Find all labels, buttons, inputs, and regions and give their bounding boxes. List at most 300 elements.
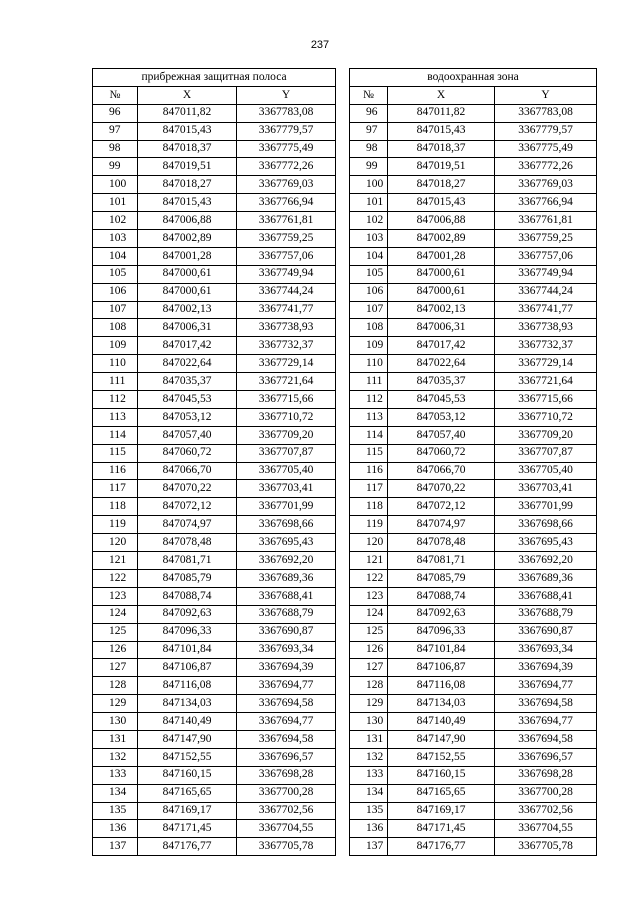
table-gap bbox=[336, 176, 350, 194]
table-row bbox=[93, 498, 597, 516]
right-point-number: 105 bbox=[350, 265, 388, 283]
left-point-number: 106 bbox=[93, 283, 138, 301]
left-point-number: 103 bbox=[93, 230, 138, 248]
table-row bbox=[93, 838, 597, 856]
right-y-value: 3367715,66 bbox=[495, 391, 597, 409]
right-point-number: 112 bbox=[350, 391, 388, 409]
left-point-number: 109 bbox=[93, 337, 138, 355]
left-point-number: 136 bbox=[93, 820, 138, 838]
right-x-value: 847092,63 bbox=[388, 605, 495, 623]
table-gap bbox=[336, 552, 350, 570]
right-y-value: 3367692,20 bbox=[495, 552, 597, 570]
left-y-value: 3367700,28 bbox=[237, 784, 336, 802]
table-row bbox=[93, 230, 597, 248]
left-y-value: 3367696,57 bbox=[237, 748, 336, 766]
table-gap bbox=[336, 480, 350, 498]
right-point-number: 132 bbox=[350, 748, 388, 766]
right-x-value: 847176,77 bbox=[388, 838, 495, 856]
right-x-value: 847085,79 bbox=[388, 569, 495, 587]
right-point-number: 113 bbox=[350, 408, 388, 426]
left-x-value: 847081,71 bbox=[138, 552, 237, 570]
table-row bbox=[93, 140, 597, 158]
left-y-value: 3367693,34 bbox=[237, 641, 336, 659]
right-point-number: 122 bbox=[350, 569, 388, 587]
right-point-number: 134 bbox=[350, 784, 388, 802]
column-header-row bbox=[93, 86, 597, 104]
right-y-value: 3367759,25 bbox=[495, 230, 597, 248]
left-x-value: 847176,77 bbox=[138, 838, 237, 856]
right-y-value: 3367694,77 bbox=[495, 713, 597, 731]
right-point-number: 130 bbox=[350, 713, 388, 731]
left-x-value: 847152,55 bbox=[138, 748, 237, 766]
left-point-number: 124 bbox=[93, 605, 138, 623]
table-row bbox=[93, 677, 597, 695]
left-x-value: 847057,40 bbox=[138, 426, 237, 444]
table-gap bbox=[336, 301, 350, 319]
left-y-value: 3367702,56 bbox=[237, 802, 336, 820]
left-point-number: 129 bbox=[93, 695, 138, 713]
left-point-number: 102 bbox=[93, 212, 138, 230]
right-x-value: 847096,33 bbox=[388, 623, 495, 641]
left-y-value: 3367715,66 bbox=[237, 391, 336, 409]
table-gap bbox=[336, 730, 350, 748]
left-x-value: 847101,84 bbox=[138, 641, 237, 659]
left-point-number: 110 bbox=[93, 355, 138, 373]
right-point-number: 137 bbox=[350, 838, 388, 856]
left-x-value: 847006,31 bbox=[138, 319, 237, 337]
right-y-value: 3367694,58 bbox=[495, 730, 597, 748]
right-y-value: 3367757,06 bbox=[495, 247, 597, 265]
right-y-value: 3367783,08 bbox=[495, 104, 597, 122]
right-y-value: 3367694,58 bbox=[495, 695, 597, 713]
table-row bbox=[93, 212, 597, 230]
left-y-value: 3367772,26 bbox=[237, 158, 336, 176]
right-x-value: 847066,70 bbox=[388, 462, 495, 480]
right-y-value: 3367766,94 bbox=[495, 194, 597, 212]
right-point-number: 133 bbox=[350, 766, 388, 784]
right-x-value: 847019,51 bbox=[388, 158, 495, 176]
right-x-value: 847015,43 bbox=[388, 194, 495, 212]
table-gap bbox=[336, 373, 350, 391]
right-point-number: 101 bbox=[350, 194, 388, 212]
right-y-value: 3367688,79 bbox=[495, 605, 597, 623]
right-x-value: 847101,84 bbox=[388, 641, 495, 659]
left-x-value: 847053,12 bbox=[138, 408, 237, 426]
right-x-value: 847072,12 bbox=[388, 498, 495, 516]
left-point-number: 126 bbox=[93, 641, 138, 659]
right-y-value: 3367696,57 bbox=[495, 748, 597, 766]
left-point-number: 122 bbox=[93, 569, 138, 587]
page-number: 237 bbox=[310, 39, 330, 51]
left-point-number: 135 bbox=[93, 802, 138, 820]
right-point-number: 114 bbox=[350, 426, 388, 444]
table-row bbox=[93, 373, 597, 391]
right-point-number: 136 bbox=[350, 820, 388, 838]
left-y-value: 3367775,49 bbox=[237, 140, 336, 158]
table-gap bbox=[336, 623, 350, 641]
coordinates-table bbox=[92, 68, 597, 856]
left-point-number: 107 bbox=[93, 301, 138, 319]
right-header-number: № bbox=[350, 86, 388, 104]
table-gap bbox=[336, 820, 350, 838]
table-gap bbox=[336, 122, 350, 140]
table-gap bbox=[336, 784, 350, 802]
table-row bbox=[93, 695, 597, 713]
left-point-number: 130 bbox=[93, 713, 138, 731]
table-row bbox=[93, 444, 597, 462]
table-row bbox=[93, 730, 597, 748]
left-x-value: 847116,08 bbox=[138, 677, 237, 695]
left-x-value: 847165,65 bbox=[138, 784, 237, 802]
left-x-value: 847088,74 bbox=[138, 587, 237, 605]
right-y-value: 3367700,28 bbox=[495, 784, 597, 802]
right-point-number: 115 bbox=[350, 444, 388, 462]
left-point-number: 133 bbox=[93, 766, 138, 784]
table-row bbox=[93, 426, 597, 444]
left-y-value: 3367766,94 bbox=[237, 194, 336, 212]
left-x-value: 847171,45 bbox=[138, 820, 237, 838]
right-y-value: 3367689,36 bbox=[495, 569, 597, 587]
table-gap bbox=[336, 140, 350, 158]
table-row bbox=[93, 552, 597, 570]
right-y-value: 3367710,72 bbox=[495, 408, 597, 426]
table-row bbox=[93, 623, 597, 641]
table-row bbox=[93, 355, 597, 373]
left-y-value: 3367690,87 bbox=[237, 623, 336, 641]
table-row bbox=[93, 176, 597, 194]
right-y-value: 3367729,14 bbox=[495, 355, 597, 373]
left-point-number: 114 bbox=[93, 426, 138, 444]
left-point-number: 112 bbox=[93, 391, 138, 409]
right-y-value: 3367741,77 bbox=[495, 301, 597, 319]
left-y-value: 3367705,40 bbox=[237, 462, 336, 480]
table-gap bbox=[336, 802, 350, 820]
left-point-number: 134 bbox=[93, 784, 138, 802]
right-point-number: 135 bbox=[350, 802, 388, 820]
table-gap bbox=[336, 587, 350, 605]
right-y-value: 3367744,24 bbox=[495, 283, 597, 301]
right-x-value: 847011,82 bbox=[388, 104, 495, 122]
left-y-value: 3367709,20 bbox=[237, 426, 336, 444]
left-x-value: 847045,53 bbox=[138, 391, 237, 409]
left-y-value: 3367744,24 bbox=[237, 283, 336, 301]
left-point-number: 131 bbox=[93, 730, 138, 748]
right-y-value: 3367707,87 bbox=[495, 444, 597, 462]
right-point-number: 108 bbox=[350, 319, 388, 337]
left-x-value: 847066,70 bbox=[138, 462, 237, 480]
right-point-number: 96 bbox=[350, 104, 388, 122]
table-row bbox=[93, 713, 597, 731]
left-point-number: 123 bbox=[93, 587, 138, 605]
table-row bbox=[93, 408, 597, 426]
table-row bbox=[93, 784, 597, 802]
right-point-number: 120 bbox=[350, 534, 388, 552]
left-y-value: 3367710,72 bbox=[237, 408, 336, 426]
right-x-value: 847088,74 bbox=[388, 587, 495, 605]
right-point-number: 124 bbox=[350, 605, 388, 623]
right-point-number: 117 bbox=[350, 480, 388, 498]
right-point-number: 107 bbox=[350, 301, 388, 319]
table-row bbox=[93, 587, 597, 605]
left-x-value: 847006,88 bbox=[138, 212, 237, 230]
left-x-value: 847001,28 bbox=[138, 247, 237, 265]
right-x-value: 847035,37 bbox=[388, 373, 495, 391]
left-y-value: 3367698,66 bbox=[237, 516, 336, 534]
table-gap bbox=[336, 462, 350, 480]
left-x-value: 847035,37 bbox=[138, 373, 237, 391]
left-y-value: 3367694,58 bbox=[237, 730, 336, 748]
right-x-value: 847171,45 bbox=[388, 820, 495, 838]
right-x-value: 847000,61 bbox=[388, 265, 495, 283]
right-y-value: 3367779,57 bbox=[495, 122, 597, 140]
right-y-value: 3367695,43 bbox=[495, 534, 597, 552]
table-gap bbox=[336, 713, 350, 731]
table-row bbox=[93, 391, 597, 409]
left-y-value: 3367732,37 bbox=[237, 337, 336, 355]
right-y-value: 3367703,41 bbox=[495, 480, 597, 498]
left-x-value: 847072,12 bbox=[138, 498, 237, 516]
table-gap bbox=[336, 659, 350, 677]
left-y-value: 3367757,06 bbox=[237, 247, 336, 265]
right-x-value: 847074,97 bbox=[388, 516, 495, 534]
left-y-value: 3367695,43 bbox=[237, 534, 336, 552]
table-row bbox=[93, 122, 597, 140]
table-row bbox=[93, 462, 597, 480]
right-x-value: 847134,03 bbox=[388, 695, 495, 713]
table-gap bbox=[336, 212, 350, 230]
table-row bbox=[93, 247, 597, 265]
left-point-number: 105 bbox=[93, 265, 138, 283]
left-y-value: 3367688,79 bbox=[237, 605, 336, 623]
left-x-value: 847018,27 bbox=[138, 176, 237, 194]
table-gap bbox=[336, 194, 350, 212]
left-x-value: 847022,64 bbox=[138, 355, 237, 373]
left-y-value: 3367694,77 bbox=[237, 713, 336, 731]
table-row bbox=[93, 265, 597, 283]
right-y-value: 3367698,28 bbox=[495, 766, 597, 784]
left-point-number: 121 bbox=[93, 552, 138, 570]
right-point-number: 129 bbox=[350, 695, 388, 713]
left-x-value: 847134,03 bbox=[138, 695, 237, 713]
right-y-value: 3367704,55 bbox=[495, 820, 597, 838]
right-point-number: 97 bbox=[350, 122, 388, 140]
left-header-y: Y bbox=[237, 86, 336, 104]
left-header-number: № bbox=[93, 86, 138, 104]
left-point-number: 119 bbox=[93, 516, 138, 534]
table-row bbox=[93, 283, 597, 301]
table-row bbox=[93, 605, 597, 623]
table-gap bbox=[336, 641, 350, 659]
table-gap bbox=[336, 534, 350, 552]
left-y-value: 3367694,58 bbox=[237, 695, 336, 713]
left-y-value: 3367703,41 bbox=[237, 480, 336, 498]
right-point-number: 131 bbox=[350, 730, 388, 748]
right-x-value: 847018,27 bbox=[388, 176, 495, 194]
left-x-value: 847140,49 bbox=[138, 713, 237, 731]
left-point-number: 132 bbox=[93, 748, 138, 766]
right-x-value: 847081,71 bbox=[388, 552, 495, 570]
table-gap bbox=[336, 569, 350, 587]
right-point-number: 125 bbox=[350, 623, 388, 641]
right-y-value: 3367761,81 bbox=[495, 212, 597, 230]
left-point-number: 117 bbox=[93, 480, 138, 498]
left-point-number: 104 bbox=[93, 247, 138, 265]
right-y-value: 3367738,93 bbox=[495, 319, 597, 337]
left-point-number: 125 bbox=[93, 623, 138, 641]
right-y-value: 3367694,77 bbox=[495, 677, 597, 695]
right-point-number: 98 bbox=[350, 140, 388, 158]
table-row bbox=[93, 569, 597, 587]
table-row bbox=[93, 194, 597, 212]
table-row bbox=[93, 748, 597, 766]
left-x-value: 847085,79 bbox=[138, 569, 237, 587]
right-y-value: 3367688,41 bbox=[495, 587, 597, 605]
left-x-value: 847015,43 bbox=[138, 122, 237, 140]
left-x-value: 847017,42 bbox=[138, 337, 237, 355]
left-y-value: 3367692,20 bbox=[237, 552, 336, 570]
right-table-title: водоохранная зона bbox=[350, 69, 597, 87]
left-y-value: 3367688,41 bbox=[237, 587, 336, 605]
left-y-value: 3367705,78 bbox=[237, 838, 336, 856]
left-y-value: 3367729,14 bbox=[237, 355, 336, 373]
right-x-value: 847022,64 bbox=[388, 355, 495, 373]
table-row bbox=[93, 641, 597, 659]
right-point-number: 126 bbox=[350, 641, 388, 659]
right-x-value: 847106,87 bbox=[388, 659, 495, 677]
right-x-value: 847000,61 bbox=[388, 283, 495, 301]
right-y-value: 3367698,66 bbox=[495, 516, 597, 534]
right-x-value: 847017,42 bbox=[388, 337, 495, 355]
right-header-x: X bbox=[388, 86, 495, 104]
table-row bbox=[93, 480, 597, 498]
table-gap bbox=[336, 158, 350, 176]
left-point-number: 96 bbox=[93, 104, 138, 122]
left-y-value: 3367707,87 bbox=[237, 444, 336, 462]
left-x-value: 847092,63 bbox=[138, 605, 237, 623]
left-x-value: 847070,22 bbox=[138, 480, 237, 498]
left-point-number: 108 bbox=[93, 319, 138, 337]
right-point-number: 103 bbox=[350, 230, 388, 248]
left-y-value: 3367749,94 bbox=[237, 265, 336, 283]
right-point-number: 118 bbox=[350, 498, 388, 516]
left-point-number: 101 bbox=[93, 194, 138, 212]
table-gap bbox=[336, 69, 350, 87]
left-x-value: 847169,17 bbox=[138, 802, 237, 820]
left-x-value: 847078,48 bbox=[138, 534, 237, 552]
right-y-value: 3367701,99 bbox=[495, 498, 597, 516]
left-point-number: 128 bbox=[93, 677, 138, 695]
right-y-value: 3367769,03 bbox=[495, 176, 597, 194]
table-row bbox=[93, 766, 597, 784]
table-row bbox=[93, 158, 597, 176]
right-point-number: 100 bbox=[350, 176, 388, 194]
left-x-value: 847002,13 bbox=[138, 301, 237, 319]
left-x-value: 847011,82 bbox=[138, 104, 237, 122]
right-point-number: 127 bbox=[350, 659, 388, 677]
right-y-value: 3367775,49 bbox=[495, 140, 597, 158]
left-point-number: 115 bbox=[93, 444, 138, 462]
left-y-value: 3367694,77 bbox=[237, 677, 336, 695]
left-point-number: 98 bbox=[93, 140, 138, 158]
left-y-value: 3367779,57 bbox=[237, 122, 336, 140]
table-gap bbox=[336, 265, 350, 283]
table-gap bbox=[336, 283, 350, 301]
right-x-value: 847060,72 bbox=[388, 444, 495, 462]
table-title-row bbox=[93, 69, 597, 87]
left-x-value: 847106,87 bbox=[138, 659, 237, 677]
table-gap bbox=[336, 838, 350, 856]
right-y-value: 3367705,40 bbox=[495, 462, 597, 480]
left-y-value: 3367689,36 bbox=[237, 569, 336, 587]
table-gap bbox=[336, 337, 350, 355]
right-y-value: 3367721,64 bbox=[495, 373, 597, 391]
right-point-number: 110 bbox=[350, 355, 388, 373]
right-x-value: 847001,28 bbox=[388, 247, 495, 265]
left-point-number: 118 bbox=[93, 498, 138, 516]
right-x-value: 847116,08 bbox=[388, 677, 495, 695]
right-y-value: 3367732,37 bbox=[495, 337, 597, 355]
right-point-number: 99 bbox=[350, 158, 388, 176]
left-y-value: 3367694,39 bbox=[237, 659, 336, 677]
right-point-number: 116 bbox=[350, 462, 388, 480]
right-point-number: 123 bbox=[350, 587, 388, 605]
left-point-number: 120 bbox=[93, 534, 138, 552]
right-x-value: 847057,40 bbox=[388, 426, 495, 444]
table-gap bbox=[336, 104, 350, 122]
right-y-value: 3367693,34 bbox=[495, 641, 597, 659]
left-point-number: 100 bbox=[93, 176, 138, 194]
right-y-value: 3367702,56 bbox=[495, 802, 597, 820]
right-x-value: 847002,89 bbox=[388, 230, 495, 248]
right-point-number: 111 bbox=[350, 373, 388, 391]
left-point-number: 97 bbox=[93, 122, 138, 140]
right-x-value: 847152,55 bbox=[388, 748, 495, 766]
left-x-value: 847147,90 bbox=[138, 730, 237, 748]
right-x-value: 847053,12 bbox=[388, 408, 495, 426]
right-x-value: 847002,13 bbox=[388, 301, 495, 319]
left-point-number: 116 bbox=[93, 462, 138, 480]
right-y-value: 3367694,39 bbox=[495, 659, 597, 677]
right-y-value: 3367772,26 bbox=[495, 158, 597, 176]
left-y-value: 3367761,81 bbox=[237, 212, 336, 230]
left-y-value: 3367769,03 bbox=[237, 176, 336, 194]
table-row bbox=[93, 337, 597, 355]
table-row bbox=[93, 802, 597, 820]
table-gap bbox=[336, 319, 350, 337]
right-x-value: 847160,15 bbox=[388, 766, 495, 784]
left-y-value: 3367701,99 bbox=[237, 498, 336, 516]
left-x-value: 847000,61 bbox=[138, 283, 237, 301]
left-y-value: 3367738,93 bbox=[237, 319, 336, 337]
left-x-value: 847060,72 bbox=[138, 444, 237, 462]
left-y-value: 3367721,64 bbox=[237, 373, 336, 391]
left-x-value: 847002,89 bbox=[138, 230, 237, 248]
table-row bbox=[93, 301, 597, 319]
table-gap bbox=[336, 426, 350, 444]
left-y-value: 3367698,28 bbox=[237, 766, 336, 784]
right-x-value: 847006,88 bbox=[388, 212, 495, 230]
table-gap bbox=[336, 516, 350, 534]
table-gap bbox=[336, 444, 350, 462]
right-x-value: 847006,31 bbox=[388, 319, 495, 337]
left-x-value: 847018,37 bbox=[138, 140, 237, 158]
table-gap bbox=[336, 695, 350, 713]
right-x-value: 847078,48 bbox=[388, 534, 495, 552]
right-x-value: 847045,53 bbox=[388, 391, 495, 409]
table-gap bbox=[336, 605, 350, 623]
right-x-value: 847169,17 bbox=[388, 802, 495, 820]
left-y-value: 3367741,77 bbox=[237, 301, 336, 319]
